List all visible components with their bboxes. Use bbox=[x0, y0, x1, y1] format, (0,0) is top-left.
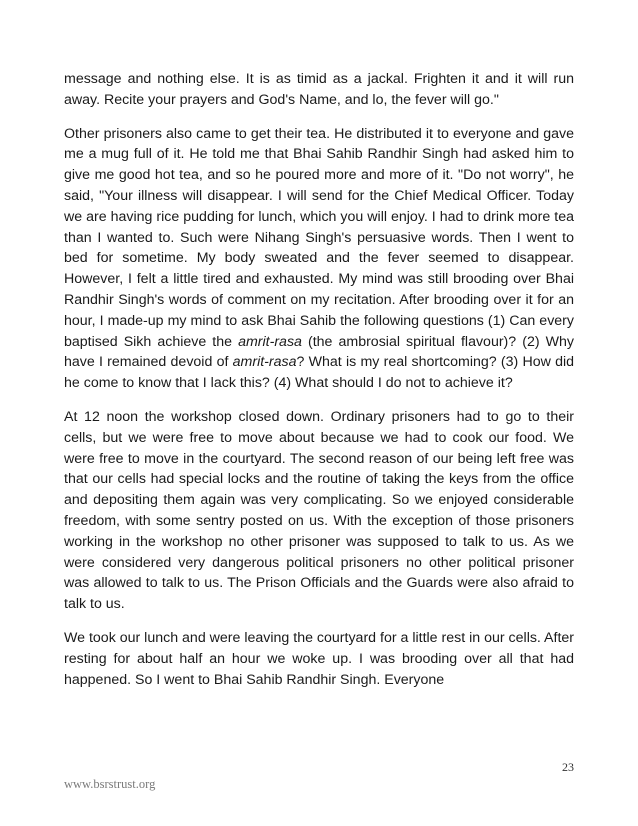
paragraph-2-italic-2: amrit-rasa bbox=[232, 354, 297, 371]
paragraph-3: At 12 noon the workshop closed down. Ordinary prisoners had to go to their cells, but we were free to move about because we had to cook our food. We were free to move in the courtyard. The second reason of our being left free was that our cells had special locks and the routine of taking the keys from the office and depositing them again was very complicating. So we enjoyed considerable freedom, with some sentry posted on us. With the exception of those prisoners working in the workshop no other prisoner was supposed to talk to us. As we were considered very dangerous political prisoners no other political prisoner was allowed to talk to us. The Prison Officials and the Guards were also afraid to talk to us. bbox=[64, 408, 574, 613]
footer-url: www.bsrstrust.org bbox=[64, 777, 156, 791]
paragraph-2-text-e: ? What is my real shortcoming? (3) How did he come to know that I lack this? (4) What should I do not to achieve it? bbox=[64, 354, 574, 392]
paragraph-2-text-c: (the ambrosial spiritual flavour)? (2) Why have I remained devoid of bbox=[64, 333, 574, 371]
paragraph-2 bbox=[64, 124, 574, 394]
body-text bbox=[64, 69, 574, 703]
page-number: 23 bbox=[562, 760, 574, 774]
paragraph-1: message and nothing else. It is as timid as a jackal. Frighten it and it will run away. Recite your prayers and God's Name, and lo, the fever will go." bbox=[64, 71, 574, 108]
paragraph-2-text-a: Other prisoners also came to get their tea. He distributed it to everyone and gave me a mug full of it. He told me that Bhai Sahib Randhir Singh had asked him to give me good hot tea, and so he poured more and more of it. "Do not worry", he said, "Your illness will disappear. I will send for the Chief Medical Officer. Today we are having rice pudding for lunch, which you will enjoy. I had to drink more tea than I wanted to. Such were Nihang Singh's persuasive words. Then I went to bed for sometime. My body sweated and the fever seemed to disappear. However, I felt a little tired and exhausted. My mind was still brooding over Bhai Randhir Singh's words of comment on my recitation. After brooding over it for an hour, I made-up my mind to ask Bhai Sahib the following questions (1) Can every baptised Sikh achieve the bbox=[64, 125, 574, 350]
paragraph-2-italic-1: amrit-rasa bbox=[238, 333, 302, 350]
paragraph-4: We took our lunch and were leaving the courtyard for a little rest in our cells. After resting for about half an hour we woke up. I was brooding over all that had happened. So I went to Bhai Sahib Randhir Singh. Everyone bbox=[64, 629, 574, 688]
